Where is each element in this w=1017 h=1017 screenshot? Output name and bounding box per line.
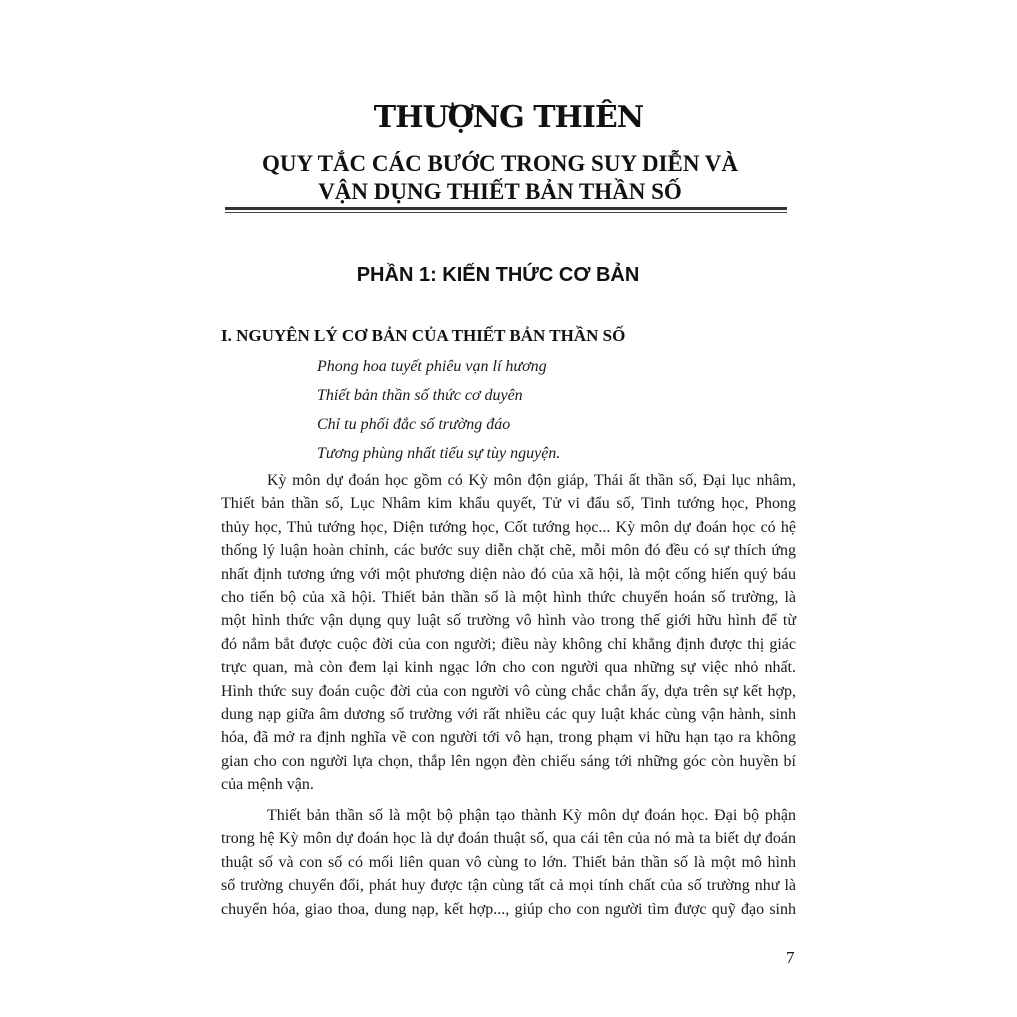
paragraph-1 [221, 469, 796, 796]
divider-thick-line [225, 207, 787, 210]
section-title: PHẦN 1: KIẾN THỨC CƠ BẢN [356, 264, 640, 286]
poem [317, 355, 560, 471]
title-divider [225, 207, 787, 215]
subtitle-line: QUY TẮC CÁC BƯỚC TRONG SUY DIỄN VÀ [261, 151, 739, 176]
text-line: thuật số và con số có mối liên quan vô cùng to lớn. Thiết bản thần số là một mô hình [221, 853, 796, 871]
poem-line: Tương phùng nhất tiếu sự tùy nguyện. [317, 445, 561, 462]
poem-line: Chỉ tu phối đắc số trường đáo [317, 416, 511, 433]
poem-line: Thiết bản thần số thức cơ duyên [317, 387, 523, 404]
text-line: Kỳ môn dự đoán học gồm có Kỳ môn độn giáp, Thái ất thần số, Đại lục nhâm, [267, 472, 796, 489]
text-line: dung nạp giữa âm dương số trường với rất nhiều các quy luật khác cùng vận hành, sinh [221, 705, 796, 723]
text-line: một hình thức vận dụng quy luật số trường vô hình vào trong thế giới hữu hình để từ [221, 612, 796, 630]
text-line: số trường chuyển đổi, phát huy được tận cùng tất cả mọi tính chất của số trường như là [221, 877, 796, 895]
text-line: Thiết bản thần số, Lục Nhâm kim khẩu quyết, Tử vi đẩu số, Tinh tướng học, Phong [221, 495, 796, 513]
part-title: THƯỢNG THIÊN [373, 100, 644, 135]
chapter-subtitle [0, 150, 1000, 206]
text-line: cho tiến bộ của xã hội. Thiết bản thần số là một hình thức chuyển hoán số trường, là [221, 588, 796, 606]
poem-line: Phong hoa tuyết phiêu vạn lí hương [317, 358, 547, 375]
text-line: thống lý luận hoàn chỉnh, các bước suy diễn chặt chẽ, mỗi môn đó đều có sự thích ứng [221, 542, 796, 560]
paragraph-2 [221, 804, 796, 921]
text-line: đó nắm bắt được cuộc đời của con người; điều này không chỉ khẳng định được thị giác [221, 635, 796, 653]
text-line: Thiết bản thần số là một bộ phận tạo thành Kỳ môn dự đoán học. Đại bộ phận [267, 807, 796, 824]
subsection-heading: I. NGUYÊN LÝ CƠ BẢN CỦA THIẾT BẢN THẦN SỐ [221, 326, 626, 345]
page-number: 7 [786, 948, 795, 967]
text-line: nhất định tương ứng với một phương diện nào đó của xã hội, là một cống hiến quý báu [221, 565, 796, 583]
text-line: gian cho con người lựa chọn, thắp lên ngọn đèn chiếu sáng tới những góc còn huyền bí [221, 752, 796, 770]
text-line: hóa, đã mở ra định nghĩa về con người tới vô hạn, trong phạm vi hữu hạn tạo ra không [221, 729, 796, 747]
text-line: thủy học, Thủ tướng học, Diện tướng học, Cốt tướng học... Kỳ môn dự đoán học có hệ [221, 518, 796, 536]
text-line: trực quan, mà còn đem lại kinh ngạc lớn cho con người qua những sự việc nhỏ nhất. [221, 659, 796, 677]
text-line: của mệnh vận. [221, 776, 314, 794]
text-line: chuyển hóa, giao thoa, dung nạp, kết hợp..., giúp cho con người tìm được quỹ đạo sinh [221, 900, 796, 918]
divider-thin-line [225, 212, 787, 213]
text-line: trong hệ Kỳ môn dự đoán học là dự đoán thuật số, qua cái tên của nó mà ta biết dự đoán [221, 830, 796, 848]
subtitle-line: VẬN DỤNG THIẾT BẢN THẦN SỐ [318, 179, 682, 204]
text-line: Hình thức suy đoán cuộc đời của con người vô cùng chắc chắn ấy, dựa trên sự kết hợp, [221, 682, 796, 700]
